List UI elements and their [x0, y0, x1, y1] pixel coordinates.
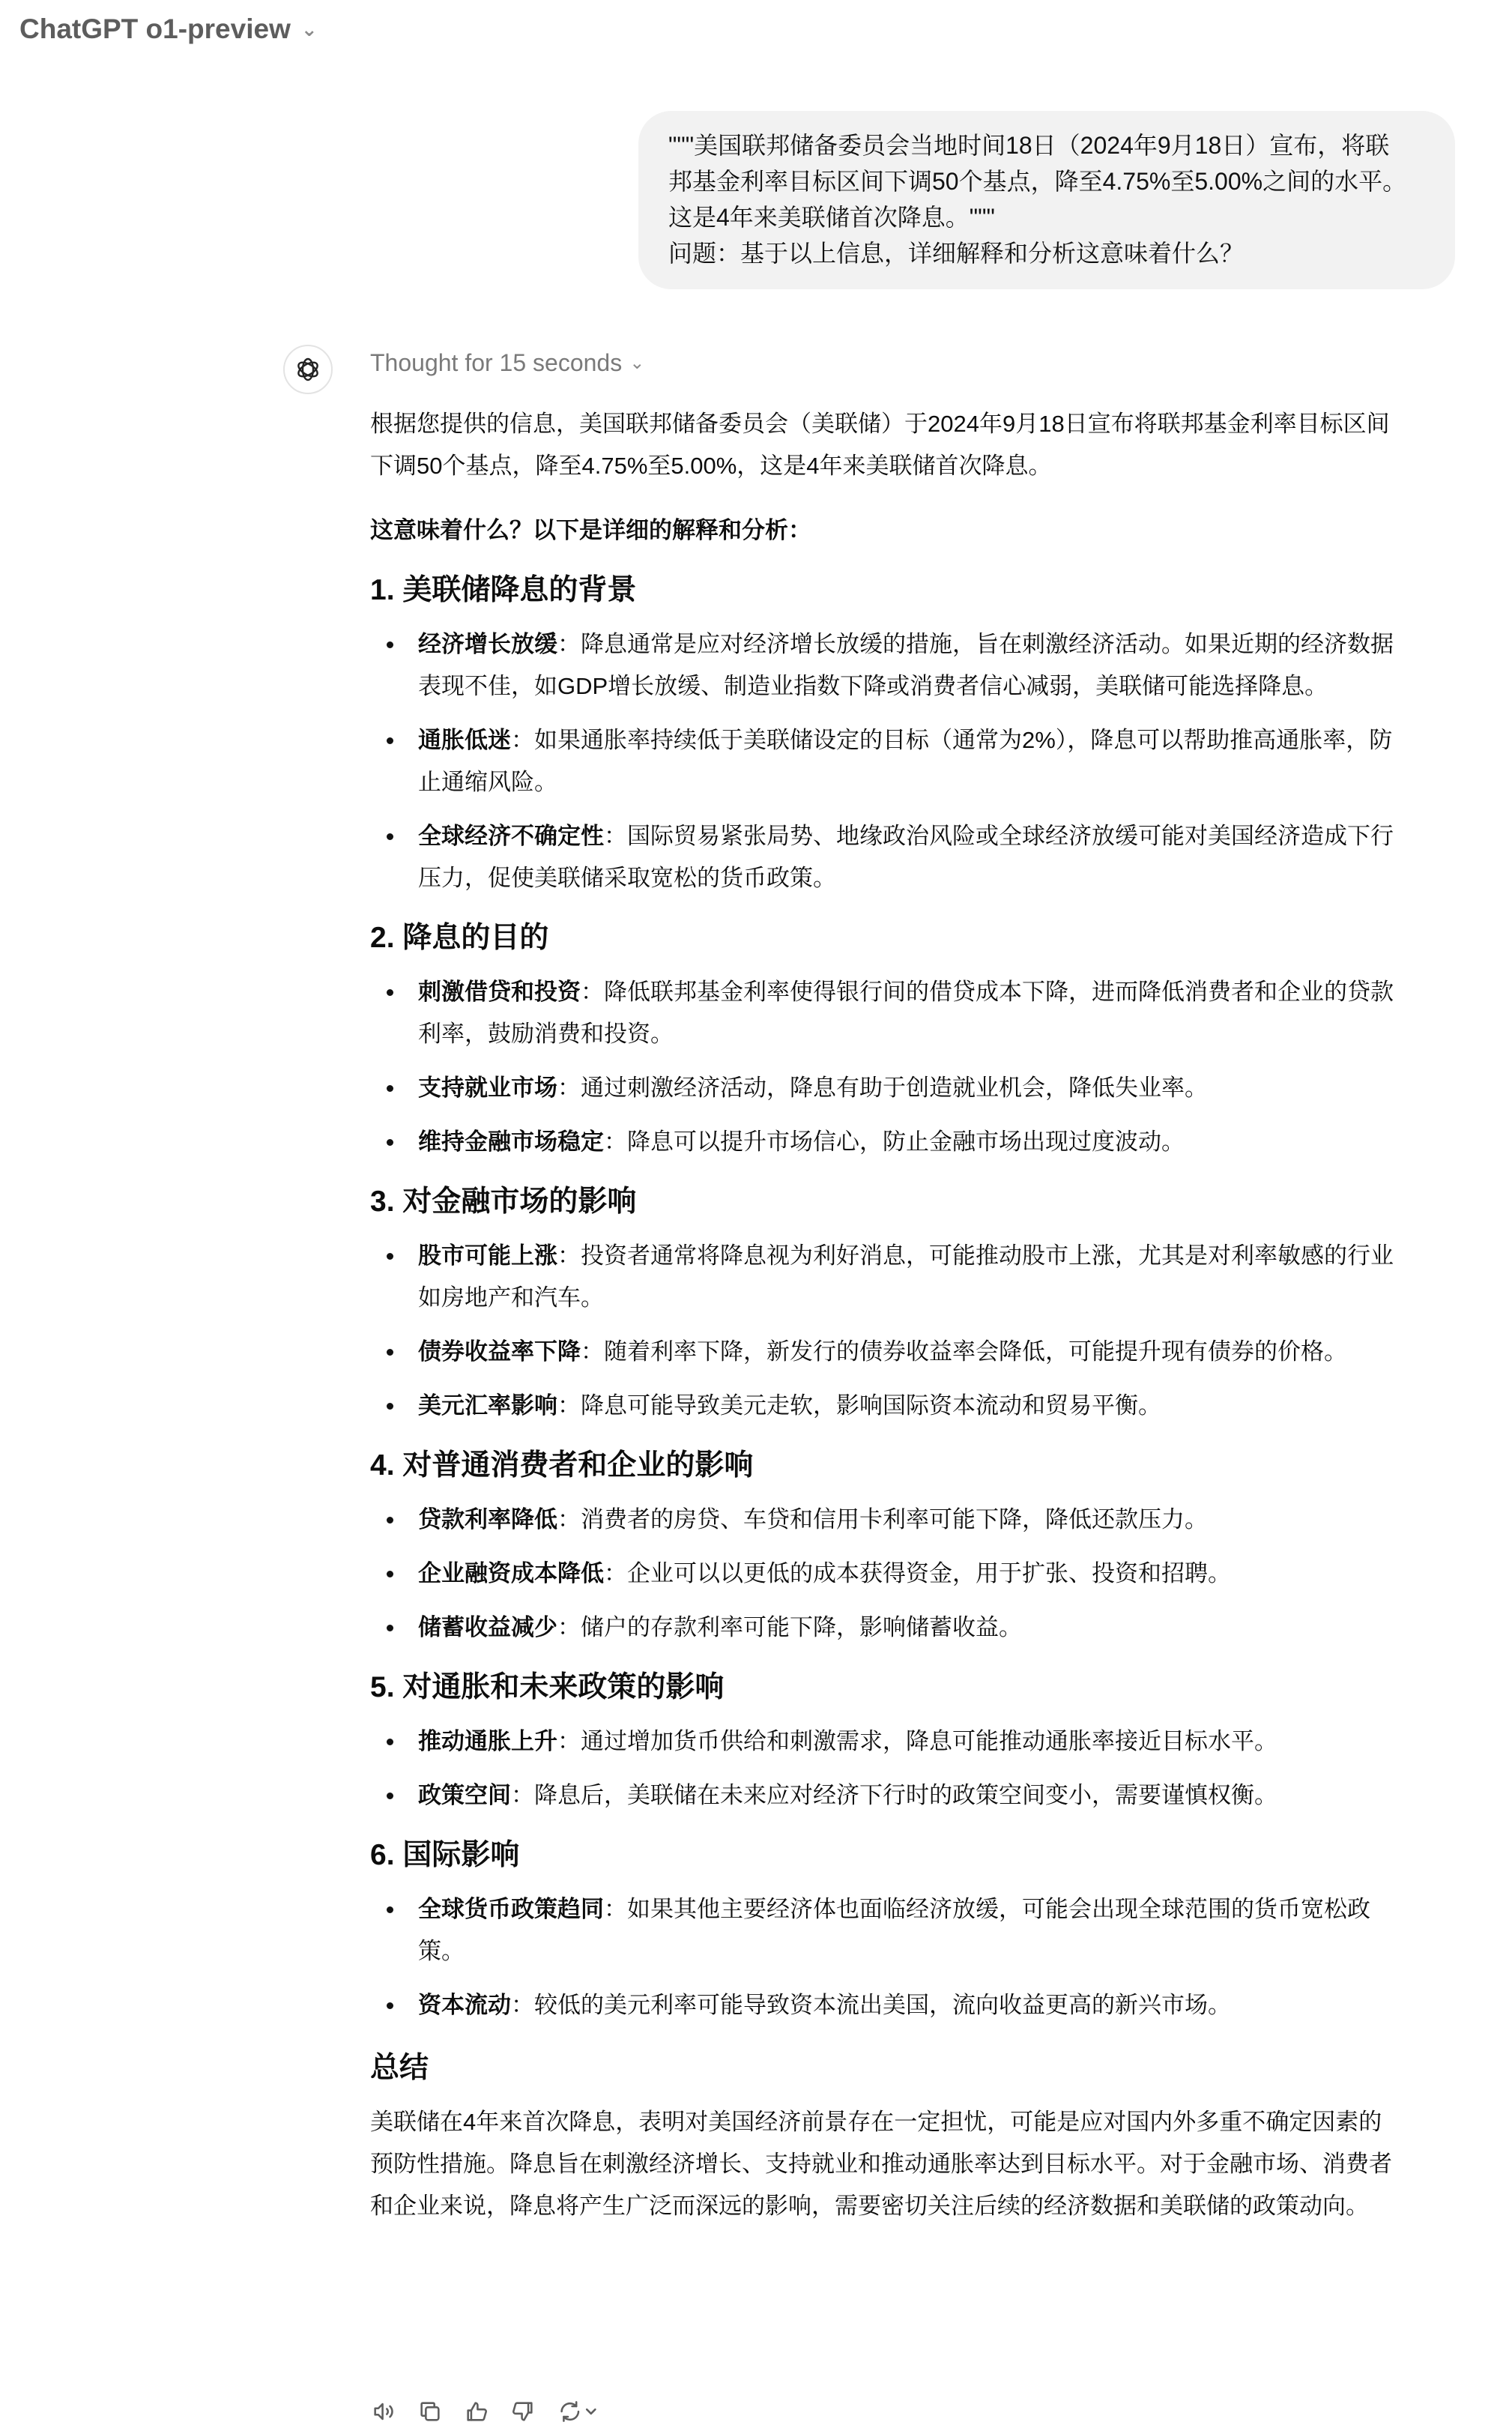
section-heading: 3. 对金融市场的影响 — [370, 1186, 637, 1218]
model-switcher[interactable] — [19, 13, 318, 45]
item-text: ：投资者通常将降息视为利好消息，可能推动股市上涨，尤其是对利率敏感的行业 — [557, 1242, 1394, 1269]
summary-line: 美联储在4年来首次降息，表明对美国经济前景存在一定担忧，可能是应对国内外多重不确定因素的 — [370, 2109, 1382, 2135]
chevron-down-icon: ⌄ — [629, 353, 645, 373]
section-list — [370, 623, 1457, 899]
list-item — [370, 1553, 1457, 1595]
item-label: 贷款利率降低 — [418, 1506, 557, 1532]
section-heading: 4. 对普通消费者和企业的影响 — [370, 1449, 754, 1482]
item-label: 全球货币政策趋同 — [418, 1896, 604, 1922]
item-text: ：降息可能导致美元走软，影响国际资本流动和贸易平衡。 — [557, 1392, 1161, 1419]
section-list — [370, 1888, 1457, 2026]
bullet-icon — [387, 1139, 393, 1146]
section-heading: 5. 对通胀和未来政策的影响 — [370, 1671, 725, 1703]
bullet-icon — [387, 1571, 393, 1577]
item-label: 股市可能上涨 — [418, 1242, 557, 1269]
item-text: ：降息通常是应对经济增长放缓的措施，旨在刺激经济活动。如果近期的经济数据 — [557, 631, 1394, 657]
bullet-icon — [387, 1739, 393, 1745]
list-item — [370, 1385, 1457, 1427]
bullet-icon — [387, 833, 393, 840]
summary-line: 和企业来说，降息将产生广泛而深远的影响，需要密切关注后续的经济数据和美联储的政策动向。 — [370, 2193, 1369, 2219]
assistant-avatar-icon — [283, 345, 333, 394]
list-item — [370, 1499, 1457, 1541]
bullet-icon — [387, 2002, 393, 2009]
thumbs-down-icon[interactable] — [509, 2398, 536, 2425]
list-item — [370, 1775, 1457, 1817]
bullet-icon — [387, 641, 393, 648]
user-message-line: 问题：基于以上信息，详细解释和分析这意味着什么？ — [668, 240, 1245, 267]
item-text: 止通缩风险。 — [418, 769, 557, 795]
list-item — [370, 1888, 1457, 1972]
list-item — [370, 1607, 1457, 1649]
section-list — [370, 1235, 1457, 1427]
regenerate-icon[interactable] — [556, 2398, 601, 2425]
list-item — [370, 1721, 1457, 1763]
bullet-icon — [387, 1517, 393, 1523]
item-label: 储蓄收益减少 — [418, 1614, 557, 1640]
item-text: ：降息可以提升市场信心，防止金融市场出现过度波动。 — [604, 1129, 1185, 1155]
message-actions — [370, 2398, 601, 2425]
item-label: 经济增长放缓 — [418, 631, 557, 657]
item-text: ：如果其他主要经济体也面临经济放缓，可能会出现全球范围的货币宽松政 — [604, 1896, 1370, 1922]
bullet-icon — [387, 1253, 393, 1260]
list-item — [370, 1984, 1457, 2026]
item-label: 美元汇率影响 — [418, 1392, 557, 1419]
item-text: 表现不佳，如GDP增长放缓、制造业指数下降或消费者信心减弱，美联储可能选择降息。 — [418, 673, 1328, 699]
bullet-icon — [387, 737, 393, 744]
user-message-line: 邦基金利率目标区间下调50个基点，降至4.75%至5.00%之间的水平。 — [668, 168, 1407, 195]
bullet-icon — [387, 1793, 393, 1799]
thumbs-up-icon[interactable] — [463, 2398, 490, 2425]
intro-line: 根据您提供的信息，美国联邦储备委员会（美联储）于2024年9月18日宣布将联邦基金利率目标区间 — [370, 411, 1390, 437]
item-text: 压力，促使美联储采取宽松的货币政策。 — [418, 865, 836, 891]
summary-text — [370, 2101, 1457, 2227]
item-text: ：较低的美元利率可能导致资本流出美国，流向收益更高的新兴市场。 — [511, 1992, 1231, 2018]
item-label: 刺激借贷和投资 — [418, 979, 581, 1005]
list-item — [370, 815, 1457, 899]
item-label: 债券收益率下降 — [418, 1338, 581, 1365]
list-item — [370, 971, 1457, 1055]
user-message-bubble — [638, 111, 1455, 289]
item-label: 资本流动 — [418, 1992, 511, 2018]
item-label: 全球经济不确定性 — [418, 823, 604, 849]
list-item — [370, 719, 1457, 803]
item-text: ：通过增加货币供给和刺激需求，降息可能推动通胀率接近目标水平。 — [557, 1728, 1277, 1754]
item-label: 企业融资成本降低 — [418, 1560, 604, 1586]
item-label: 政策空间 — [418, 1782, 511, 1808]
section-heading: 1. 美联储降息的背景 — [370, 574, 637, 606]
item-text: ：消费者的房贷、车贷和信用卡利率可能下降，降低还款压力。 — [557, 1506, 1208, 1532]
bullet-icon — [387, 1349, 393, 1356]
item-text: 利率，鼓励消费和投资。 — [418, 1021, 674, 1047]
summary-heading: 总结 — [370, 2052, 429, 2084]
answer-lead: 这意味着什么？以下是详细的解释和分析： — [370, 517, 811, 543]
intro-line: 下调50个基点，降至4.75%至5.00%，这是4年来美联储首次降息。 — [370, 453, 1052, 479]
bullet-icon — [387, 1625, 393, 1631]
item-label: 推动通胀上升 — [418, 1728, 557, 1754]
bullet-icon — [387, 989, 393, 996]
read-aloud-icon[interactable] — [370, 2398, 397, 2425]
item-text: ：企业可以以更低的成本获得资金，用于扩张、投资和招聘。 — [604, 1560, 1231, 1586]
bullet-icon — [387, 1085, 393, 1092]
item-label: 通胀低迷 — [418, 727, 511, 753]
item-text: ：国际贸易紧张局势、地缘政治风险或全球经济放缓可能对美国经济造成下行 — [604, 823, 1394, 849]
item-text: ：通过刺激经济活动，降息有助于创造就业机会，降低失业率。 — [557, 1075, 1208, 1101]
item-text: 策。 — [418, 1938, 465, 1964]
item-label: 支持就业市场 — [418, 1075, 557, 1101]
section-heading: 2. 降息的目的 — [370, 922, 549, 954]
item-text: ：降息后，美联储在未来应对经济下行时的政策空间变小，需要谨慎权衡。 — [511, 1782, 1277, 1808]
user-message-line: 这是4年来美联储首次降息。""" — [668, 204, 995, 231]
list-item — [370, 1067, 1457, 1109]
model-title: ChatGPT o1-preview — [19, 13, 291, 44]
item-text: ：随着利率下降，新发行的债券收益率会降低，可能提升现有债券的价格。 — [581, 1338, 1347, 1365]
section-list — [370, 1721, 1457, 1817]
list-item — [370, 1235, 1457, 1319]
list-item — [370, 1331, 1457, 1373]
item-label: 维持金融市场稳定 — [418, 1129, 604, 1155]
answer-intro — [370, 403, 1457, 487]
list-item — [370, 623, 1457, 707]
assistant-answer — [370, 403, 1457, 2227]
item-text: ：降低联邦基金利率使得银行间的借贷成本下降，进而降低消费者和企业的贷款 — [581, 979, 1394, 1005]
thought-label: Thought for 15 seconds — [370, 349, 623, 376]
section-list — [370, 1499, 1457, 1649]
section-list — [370, 971, 1457, 1163]
thought-toggle[interactable] — [370, 349, 644, 377]
bullet-icon — [387, 1403, 393, 1410]
user-message-line: """美国联邦储备委员会当地时间18日（2024年9月18日）宣布，将联 — [668, 132, 1390, 159]
chevron-down-icon: ⌄ — [300, 17, 318, 40]
summary-line: 预防性措施。降息旨在刺激经济增长、支持就业和推动通胀率达到目标水平。对于金融市场、消费者 — [370, 2151, 1392, 2177]
item-text: ：如果通胀率持续低于美联储设定的目标（通常为2%），降息可以帮助推高通胀率，防 — [511, 727, 1393, 753]
item-text: ：储户的存款利率可能下降，影响储蓄收益。 — [557, 1614, 1022, 1640]
list-item — [370, 1121, 1457, 1163]
item-text: 如房地产和汽车。 — [418, 1284, 604, 1311]
bullet-icon — [387, 1906, 393, 1913]
section-heading: 6. 国际影响 — [370, 1839, 520, 1871]
copy-icon[interactable] — [417, 2398, 444, 2425]
